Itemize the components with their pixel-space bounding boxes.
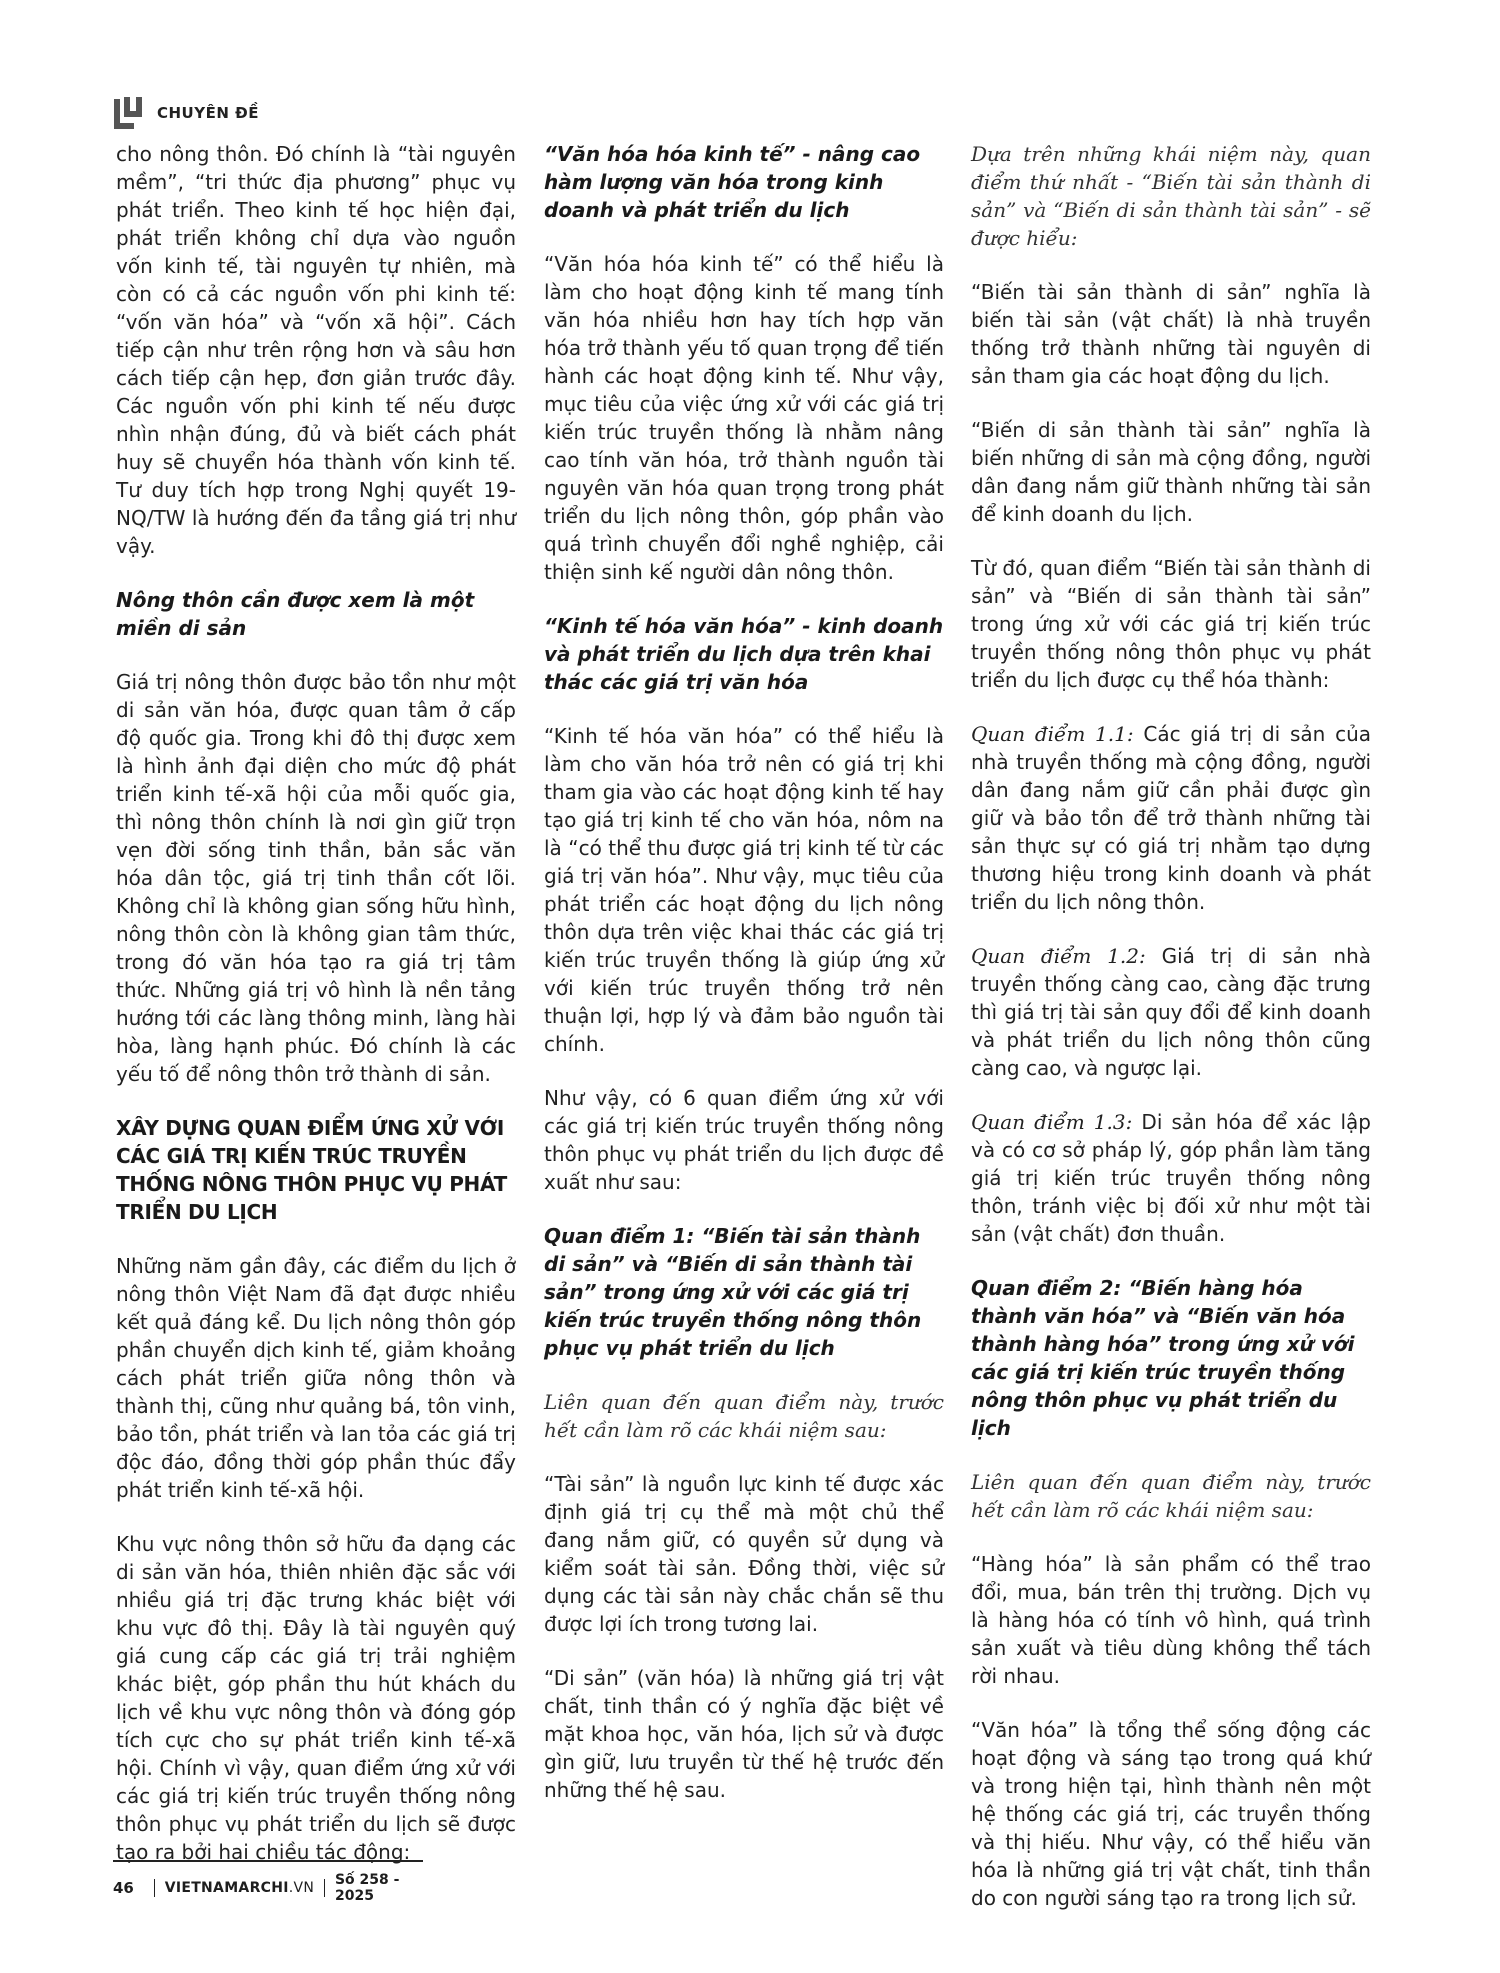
intro-italic: Liên quan đến quan điểm này, trước hết cần làm rõ các khái niệm sau: xyxy=(544,1390,944,1442)
paragraph: cho nông thôn. Đó chính là “tài nguyên mềm”, “tri thức địa phương” phục vụ phát triển. Theo kinh tế học hiện đại, phát triển không chỉ dựa vào nguồn vốn kinh tế, tài nguyên tự nhiên, mà còn có cả các nguồn vốn phi kinh tế: “vốn văn hóa” và “vốn xã hội”. Cách tiếp cận như trên rộng hơn và sâu hơn cách tiếp cận hẹp, đơn giản trước đây. Các nguồn vốn phi kinh tế nếu được nhìn nhận đúng, đủ và biết cách phát huy sẽ chuyển hóa thành vốn kinh tế. Tư duy tích hợp trong Nghị quyết 19-NQ/TW là hướng đến đa tầng giá trị như vậy. xyxy=(116,142,516,558)
intro-italic: Dựa trên những khái niệm này, quan điểm thứ nhất - “Biến tài sản thành di sản” và “Biến di sản thành tài sản” - sẽ được hiểu: xyxy=(971,142,1371,250)
subheading: Quan điểm 1: “Biến tài sản thành di sản” và “Biến di sản thành tài sản” trong ứng xử với các giá trị kiến trúc truyền thống nông thôn phục vụ phát triển du lịch xyxy=(544,1224,922,1360)
paragraph: Những năm gần đây, các điểm du lịch ở nông thôn Việt Nam đã đạt được nhiều kết quả đáng kể. Du lịch nông thôn góp phần chuyển dịch kinh tế, giảm khoảng cách phát triển giữa nông thôn và thành thị, cũng như quảng bá, tôn vinh, bảo tồn, phát triển và lan tỏa các giá trị độc đáo, đồng thời góp phần thúc đẩy phát triển kinh tế-xã hội. xyxy=(116,1254,516,1502)
column-1 xyxy=(116,140,516,1892)
site-name-bold: VIETNAMARCHI xyxy=(164,1880,289,1896)
page-number: 46 xyxy=(113,1879,134,1897)
section-heading: XÂY DỰNG QUAN ĐIỂM ỨNG XỬ VỚI CÁC GIÁ TRỊ KIẾN TRÚC TRUYỀN THỐNG NÔNG THÔN PHỤC VỤ PHÁT TRIỂN DU LỊCH xyxy=(116,1116,507,1224)
column-3 xyxy=(971,140,1371,1938)
section-label: CHUYÊN ĐỀ xyxy=(157,104,259,122)
viewpoint-label: Quan điểm 1.1: xyxy=(971,722,1134,746)
viewpoint-1-2 xyxy=(971,942,1371,1082)
viewpoint-1-3 xyxy=(971,1108,1371,1248)
column-2 xyxy=(544,140,944,1830)
paragraph: Khu vực nông thôn sở hữu đa dạng các di sản văn hóa, thiên nhiên đặc sắc với nhiều giá trị đặc trưng khác biệt với khu vực đô thị. Đây là tài nguyên quý giá cung cấp các giá trị trải nghiệm khác biệt, góp phần thu hút khách du lịch về khu vực nông thôn và đóng góp tích cực cho sự phát triển kinh tế-xã hội. Chính vì vậy, quan điểm ứng xử với các giá trị kiến trúc truyền thống nông thôn phục vụ phát triển du lịch sẽ được tạo ra bởi hai chiều tác động: xyxy=(116,1532,516,1864)
footer-divider xyxy=(154,1879,155,1897)
subheading: “Văn hóa hóa kinh tế” - nâng cao hàm lượng văn hóa trong kinh doanh và phát triển du lịch xyxy=(544,142,921,222)
paragraph: “Di sản” (văn hóa) là những giá trị vật chất, tinh thần có ý nghĩa đặc biệt về mặt khoa học, văn hóa, lịch sử và được gìn giữ, lưu truyền từ thế hệ trước đến những thế hệ sau. xyxy=(544,1666,944,1802)
viewpoint-text: Các giá trị di sản của nhà truyền thống mà cộng đồng, người dân đang nắm giữ cần phải được gìn giữ và bảo tồn để trở thành những tài sản thực sự có giá trị nhằm tạo dựng thương hiệu trong kinh doanh và phát triển du lịch nông thôn. xyxy=(971,722,1371,914)
paragraph: Như vậy, có 6 quan điểm ứng xử với các giá trị kiến trúc truyền thống nông thôn phục vụ phát triển du lịch được đề xuất như sau: xyxy=(544,1086,944,1194)
viewpoint-label: Quan điểm 1.3: xyxy=(971,1110,1133,1134)
viewpoint-text: Di sản hóa để xác lập và có cơ sở pháp lý, góp phần làm tăng giá trị kiến trúc truyền thống nông thôn, tránh việc bị đối xử như một tài sản (vật chất) đơn thuần. xyxy=(971,1110,1372,1246)
paragraph: “Hàng hóa” là sản phẩm có thể trao đổi, mua, bán trên thị trường. Dịch vụ là hàng hóa có tính vô hình, quá trình sản xuất và tiêu dùng không thể tách rời nhau. xyxy=(971,1552,1371,1688)
paragraph: “Kinh tế hóa văn hóa” có thể hiểu là làm cho văn hóa trở nên có giá trị khi tham gia vào các hoạt động kinh tế hay tạo giá trị kinh tế cho văn hóa, nôm na là “có thể thu được giá trị kinh tế từ các giá trị văn hóa”. Như vậy, mục tiêu của phát triển các hoạt động du lịch nông thôn dựa trên việc khai thác các giá trị kiến trúc truyền thống là giúp ứng xử với kiến trúc truyền thống trở nên thuận lợi, hợp lý và đảm bảo nguồn tài chính. xyxy=(544,724,944,1056)
subheading: Quan điểm 2: “Biến hàng hóa thành văn hóa” và “Biến văn hóa thành hàng hóa” trong ứng xử với các giá trị kiến trúc truyền thống nông thôn phục vụ phát triển du lịch xyxy=(971,1276,1355,1440)
paragraph: Từ đó, quan điểm “Biến tài sản thành di sản” và “Biến di sản thành tài sản” trong ứng xử với các giá trị kiến trúc truyền thống nông thôn phục vụ phát triển du lịch được cụ thể hóa thành: xyxy=(971,556,1371,692)
viewpoint-text: Giá trị di sản nhà truyền thống càng cao, càng đặc trưng thì giá trị tài sản quy đổi để kinh doanh và phát triển du lịch nông thôn cũng càng cao, và ngược lại. xyxy=(971,944,1372,1080)
subheading: “Kinh tế hóa văn hóa” - kinh doanh và phát triển du lịch dựa trên khai thác các giá trị văn hóa xyxy=(544,614,944,694)
paragraph: “Biến di sản thành tài sản” nghĩa là biến những di sản mà cộng đồng, người dân đang nắm giữ thành những tài sản để kinh doanh du lịch. xyxy=(971,418,1371,526)
intro-italic: Liên quan đến quan điểm này, trước hết cần làm rõ các khái niệm sau: xyxy=(971,1470,1371,1522)
issue-number: Số 258 - 2025 xyxy=(334,1872,400,1904)
site-name-suffix: .VN xyxy=(288,1880,315,1896)
paragraph: “Tài sản” là nguồn lực kinh tế được xác định giá trị cụ thể mà một chủ thể đang nắm giữ, có quyền sử dụng và kiểm soát tài sản. Đồng thời, việc sử dụng các tài sản này chắc chắn sẽ thu được lợi ích trong tương lai. xyxy=(544,1472,944,1636)
site-name xyxy=(165,1880,314,1896)
page-header xyxy=(113,92,259,134)
paragraph: Giá trị nông thôn được bảo tồn như một di sản văn hóa, được quan tâm ở cấp độ quốc gia. Trong khi đô thị được xem là hình ảnh đại diện cho mức độ phát triển kinh tế-xã hội của mỗi quốc gia, thì nông thôn chính là nơi gìn giữ trọn vẹn đời sống tinh thần, bản sắc văn hóa dân tộc, giá trị tinh thần cốt lõi. Không chỉ là không gian sống hữu hình, nông thôn còn là không gian tâm thức, trong đó văn hóa tạo ra giá trị tâm thức. Những giá trị vô hình là nền tảng hướng tới các làng thông minh, làng hài hòa, làng hạnh phúc. Đó chính là các yếu tố để nông thôn trở thành di sản. xyxy=(116,670,516,1086)
page-footer xyxy=(113,1860,423,1904)
footer-divider xyxy=(324,1879,325,1897)
paragraph: “Biến tài sản thành di sản” nghĩa là biến tài sản (vật chất) là nhà truyền thống trở thành những tài nguyên di sản tham gia các hoạt động du lịch. xyxy=(971,280,1371,388)
magazine-logo-icon xyxy=(113,96,143,130)
paragraph: “Văn hóa hóa kinh tế” có thể hiểu là làm cho hoạt động kinh tế mang tính văn hóa nhiều hơn hay tích hợp văn hóa trở thành yếu tố quan trọng để tiến hành các hoạt động kinh tế. Như vậy, mục tiêu của việc ứng xử với các giá trị kiến trúc truyền thống là nhằm nâng cao tính văn hóa, trở thành nguồn tài nguyên văn hóa quan trọng trong phát triển du lịch nông thôn, góp phần vào quá trình chuyển đổi nghề nghiệp, cải thiện sinh kế người dân nông thôn. xyxy=(544,252,944,584)
viewpoint-1-1 xyxy=(971,720,1371,916)
subheading: Nông thôn cần được xem là một miền di sản xyxy=(116,588,475,640)
paragraph: “Văn hóa” là tổng thể sống động các hoạt động và sáng tạo trong quá khứ và trong hiện tại, hình thành nên một hệ thống các giá trị, các truyền thống và thị hiếu. Như vậy, có thể hiểu văn hóa là những giá trị vật chất, tinh thần do con người sáng tạo ra trong lịch sử. xyxy=(971,1718,1371,1910)
viewpoint-label: Quan điểm 1.2: xyxy=(971,944,1146,968)
